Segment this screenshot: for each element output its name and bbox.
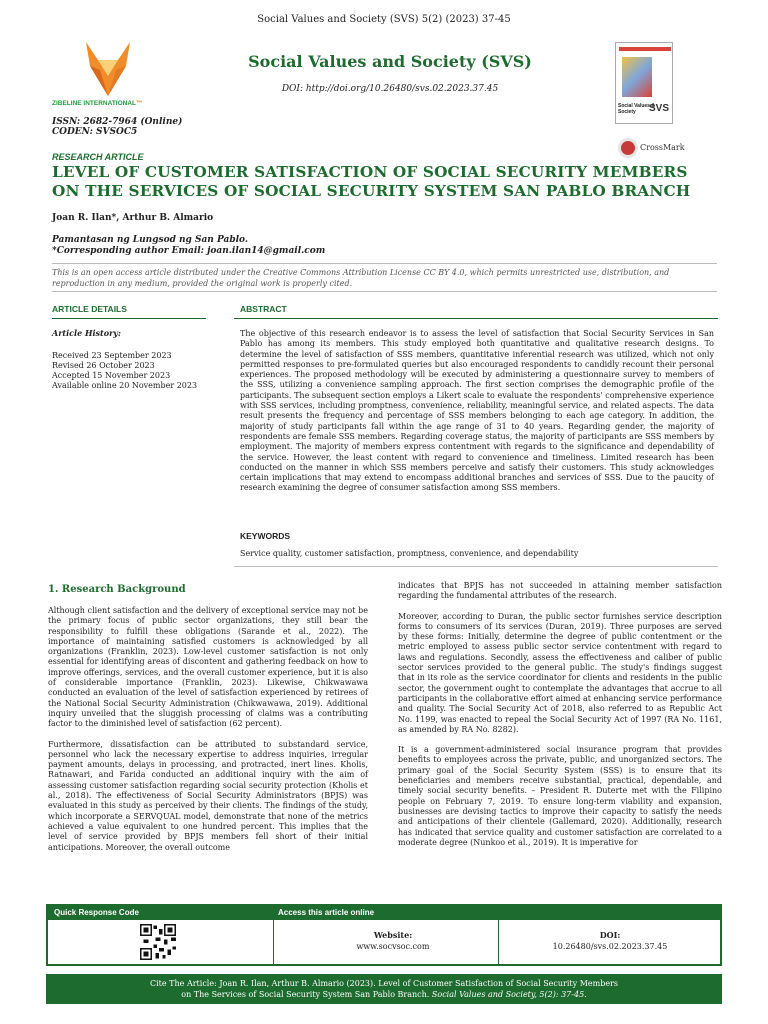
paragraph: Furthermore, dissatisfaction can be attributed to substandard service, personnel who lack the necessary expertise to address inquiries, irregular payment amounts, delays in processing, and protracted, inert lines. Kholis, Ratnawari, and Farida conducted an additional inquiry with the aim of assessing customer satisfaction regarding social security protection (Kholis et al., 2018). The effectiveness of Social Security Administrators (BPJS) was evaluated in this study as perceived by their clients. The findings of the study, which incorporate a SERVQUAL model, demonstrate that none of the metrics achieved a value equivalent to one hundred percent. This implies that the level of service provided by BPJS members fell short of their initial anticipations. Moreover, the overall outcome bbox=[48, 739, 368, 852]
paragraph: Although client satisfaction and the delivery of exceptional service may not be the primary focus of public sector organizations, they still bear the responsibility to fulfill these obligations (Sarande et al., 2022). The importance of maintaining satisfied customers is acknowledged by all organizations (Franklin, 2023). Low-level customer satisfaction is not only essential for identifying areas of discontent and gathering feedback on how to improve offerings, services, and the overall customer experience, but it is also of considerable importance (Franklin, 2023). Likewise, Chikwawawa conducted an evaluation of the level of satisfaction experienced by retirees of the National Social Security Administration (Chikwawawa, 2019). Additional inquiry unveiled that the sluggish processing of claims was a contributing factor to the diminished level of satisfaction (62 percent). bbox=[48, 606, 368, 729]
received-date: Received 23 September 2023 bbox=[52, 351, 172, 360]
license-notice: This is an open access article distributed under the Creative Commons Attribution License CC BY 4.0, which permits unrestricted use, distribution, and reproduction in any medium, provided the original work is properly cited. bbox=[52, 268, 670, 288]
website-cell bbox=[293, 930, 493, 952]
keywords-heading: KEYWORDS bbox=[240, 531, 291, 541]
divider bbox=[498, 920, 499, 964]
authors: Joan R. Ilan*, Arthur B. Almario bbox=[52, 213, 214, 223]
accepted-date: Accepted 15 November 2023 bbox=[52, 371, 171, 380]
citation-plain: on The Services of Social Security System San Pablo Branch. bbox=[181, 989, 432, 999]
green-rule bbox=[52, 318, 206, 319]
cover-top-band bbox=[619, 47, 671, 51]
publisher-name-text: ZIBELINE INTERNATIONAL bbox=[52, 100, 137, 107]
corresponding-author: *Corresponding author Email: joan.ilan14@gmail.com bbox=[52, 246, 326, 256]
article-title: LEVEL OF CUSTOMER SATISFACTION OF SOCIAL SECURITY MEMBERS ON THE SERVICES OF SOCIAL SECURITY SYSTEM SAN PABLO BRANCH bbox=[52, 163, 691, 200]
article-type: RESEARCH ARTICLE bbox=[52, 152, 144, 162]
access-label: Access this article online bbox=[278, 908, 375, 917]
citation-line-2 bbox=[46, 990, 722, 1001]
qr-code-icon[interactable] bbox=[140, 924, 176, 960]
section-heading: 1. Research Background bbox=[48, 584, 186, 595]
citation-bar bbox=[46, 974, 722, 1004]
doi-label: DOI: bbox=[599, 930, 621, 940]
citation-journal: Social Values and Society, 5(2): 37-45. bbox=[431, 989, 587, 999]
affiliation: Pamantasan ng Lungsod ng San Pablo. bbox=[52, 235, 249, 245]
divider bbox=[52, 263, 717, 264]
cover-abbr: SVS bbox=[648, 103, 669, 114]
cover-artwork bbox=[622, 57, 652, 97]
paragraph: It is a government-administered social insurance program that provides benefits to employees across the private, public, and unorganized sectors. The primary goal of the Social Security System (SSS) is to ensure that its beneficiaries and members receive substantial, practical, dependable, and timely social security benefits. – President R. Duterte met with the Filipino people on February 7, 2019. To ensure long-term viability and expansion, businesses are devising tactics to improve their capacity to satisfy the needs and anticipations of their clientele (Gallemard, 2020). Additionally, research has indicated that service quality and customer satisfaction are correlated to a moderate degree (Nunkoo et al., 2019). It is imperative for bbox=[398, 745, 722, 847]
keywords-text: Service quality, customer satisfaction, promptness, convenience, and dependability bbox=[240, 549, 579, 558]
doi-cell bbox=[510, 930, 710, 952]
divider bbox=[273, 920, 274, 964]
access-box-header bbox=[48, 906, 720, 920]
access-box bbox=[46, 904, 722, 966]
publisher-tm: ™ bbox=[136, 100, 143, 107]
cover-title: Social Values & Society bbox=[618, 103, 655, 115]
revised-date: Revised 26 October 2023 bbox=[52, 361, 155, 370]
article-details-heading: ARTICLE DETAILS bbox=[52, 304, 127, 314]
journal-doi-link[interactable]: DOI: http://doi.org/10.26480/svs.02.2023.37.45 bbox=[281, 84, 499, 94]
article-history bbox=[52, 328, 197, 391]
divider bbox=[234, 566, 718, 567]
website-label: Website: bbox=[373, 930, 413, 940]
issn-block bbox=[52, 117, 182, 137]
crossmark-badge[interactable] bbox=[618, 138, 685, 162]
running-header: Social Values and Society (SVS) 5(2) (2023) 37-45 bbox=[257, 14, 511, 25]
divider bbox=[52, 291, 717, 292]
crossmark-icon bbox=[618, 138, 638, 158]
history-label: Article History: bbox=[52, 328, 121, 338]
journal-title: Social Values and Society (SVS) bbox=[248, 52, 532, 71]
fox-logo-icon bbox=[80, 40, 136, 98]
online-date: Available online 20 November 2023 bbox=[52, 381, 198, 390]
body-column-right bbox=[398, 581, 722, 858]
issn: ISSN: 2682-7964 (Online) bbox=[52, 117, 183, 127]
affiliation-block bbox=[52, 235, 325, 257]
publisher-name bbox=[52, 100, 143, 107]
doi-value[interactable]: 10.26480/svs.02.2023.37.45 bbox=[552, 942, 668, 951]
abstract-text: The objective of this research endeavor is to assess the level of satisfaction that Social Security Services in San Pablo has among its members. This study employed both quantitative and qualitative research designs. To determine the level of satisfaction of SSS members, quantitative inferential research was utilized, which not only permitted responses to pre-formulated queries but also encouraged respondents to candidly recount their personal experiences. The proposed methodology will be executed by administering a questionnaire survey to members of the SSS, utilizing a convenience sampling approach. The first section comprises the demographic profile of the participants. The subsequent section employs a Likert scale to evaluate the respondents' comprehensive experience with SSS services, including promptness, convenience, reliability, meaningful service, and related aspects. The data result presents the frequency and percentage of SSS members belonging to each age category. In addition, the majority of study participants fall within the age range of 31 to 40 years. Regarding gender, the majority of respondents are female SSS members. Regarding coverage status, the majority of participants are SSS members by employment. The majority of members express contentment with regards to the significance and dependability of the service. However, the least content with regard to convenience and timeliness. Limited research has been conducted on the manner in which SSS members perceive and satisfy their customers. This study acknowledges certain implications that may extend to encompass additional branches and services of SSS. Due to the paucity of research examining the degree of consumer satisfaction among SSS members. bbox=[240, 329, 714, 493]
qr-label: Quick Response Code bbox=[54, 908, 139, 917]
paragraph: Moreover, according to Duran, the public sector furnishes service description forms to consumers of its services (Duran, 2019). Three purposes are served by these forms: Initially, determine the degree of public contentment or the metric employed to assess public sector service contentment with regard to laws and regulations. Secondly, assess the effectiveness and caliber of public sector services provided to the general public. The study's findings suggest that in its role as the service coordinator for clients and residents in the public sector, the government ought to contemplate the advantages that accrue to all participants in the collaborative effort aimed at enhancing service performance and quality. The Social Security Act of 2018, also referred to as Republic Act No. 1199, was enacted to repeal the Social Security Act of 1997 (RA No. 1161, as amended by RA No. 8282). bbox=[398, 611, 722, 734]
paragraph: indicates that BPJS has not succeeded in attaining member satisfaction regarding the fundamental attributes of the research. bbox=[398, 581, 722, 601]
green-rule bbox=[234, 318, 718, 319]
website-link[interactable]: www.socvsoc.com bbox=[356, 942, 430, 951]
citation-line-1: Cite The Article: Joan R. Ilan, Arthur B. Almario (2023). Level of Customer Satisfaction of Social Security Members bbox=[150, 979, 618, 988]
abstract-heading: ABSTRACT bbox=[240, 304, 287, 314]
crossmark-label: CrossMark bbox=[640, 143, 685, 152]
body-column-left bbox=[48, 606, 368, 863]
journal-cover-image bbox=[615, 42, 673, 124]
coden: CODEN: SVSOC5 bbox=[52, 127, 138, 137]
